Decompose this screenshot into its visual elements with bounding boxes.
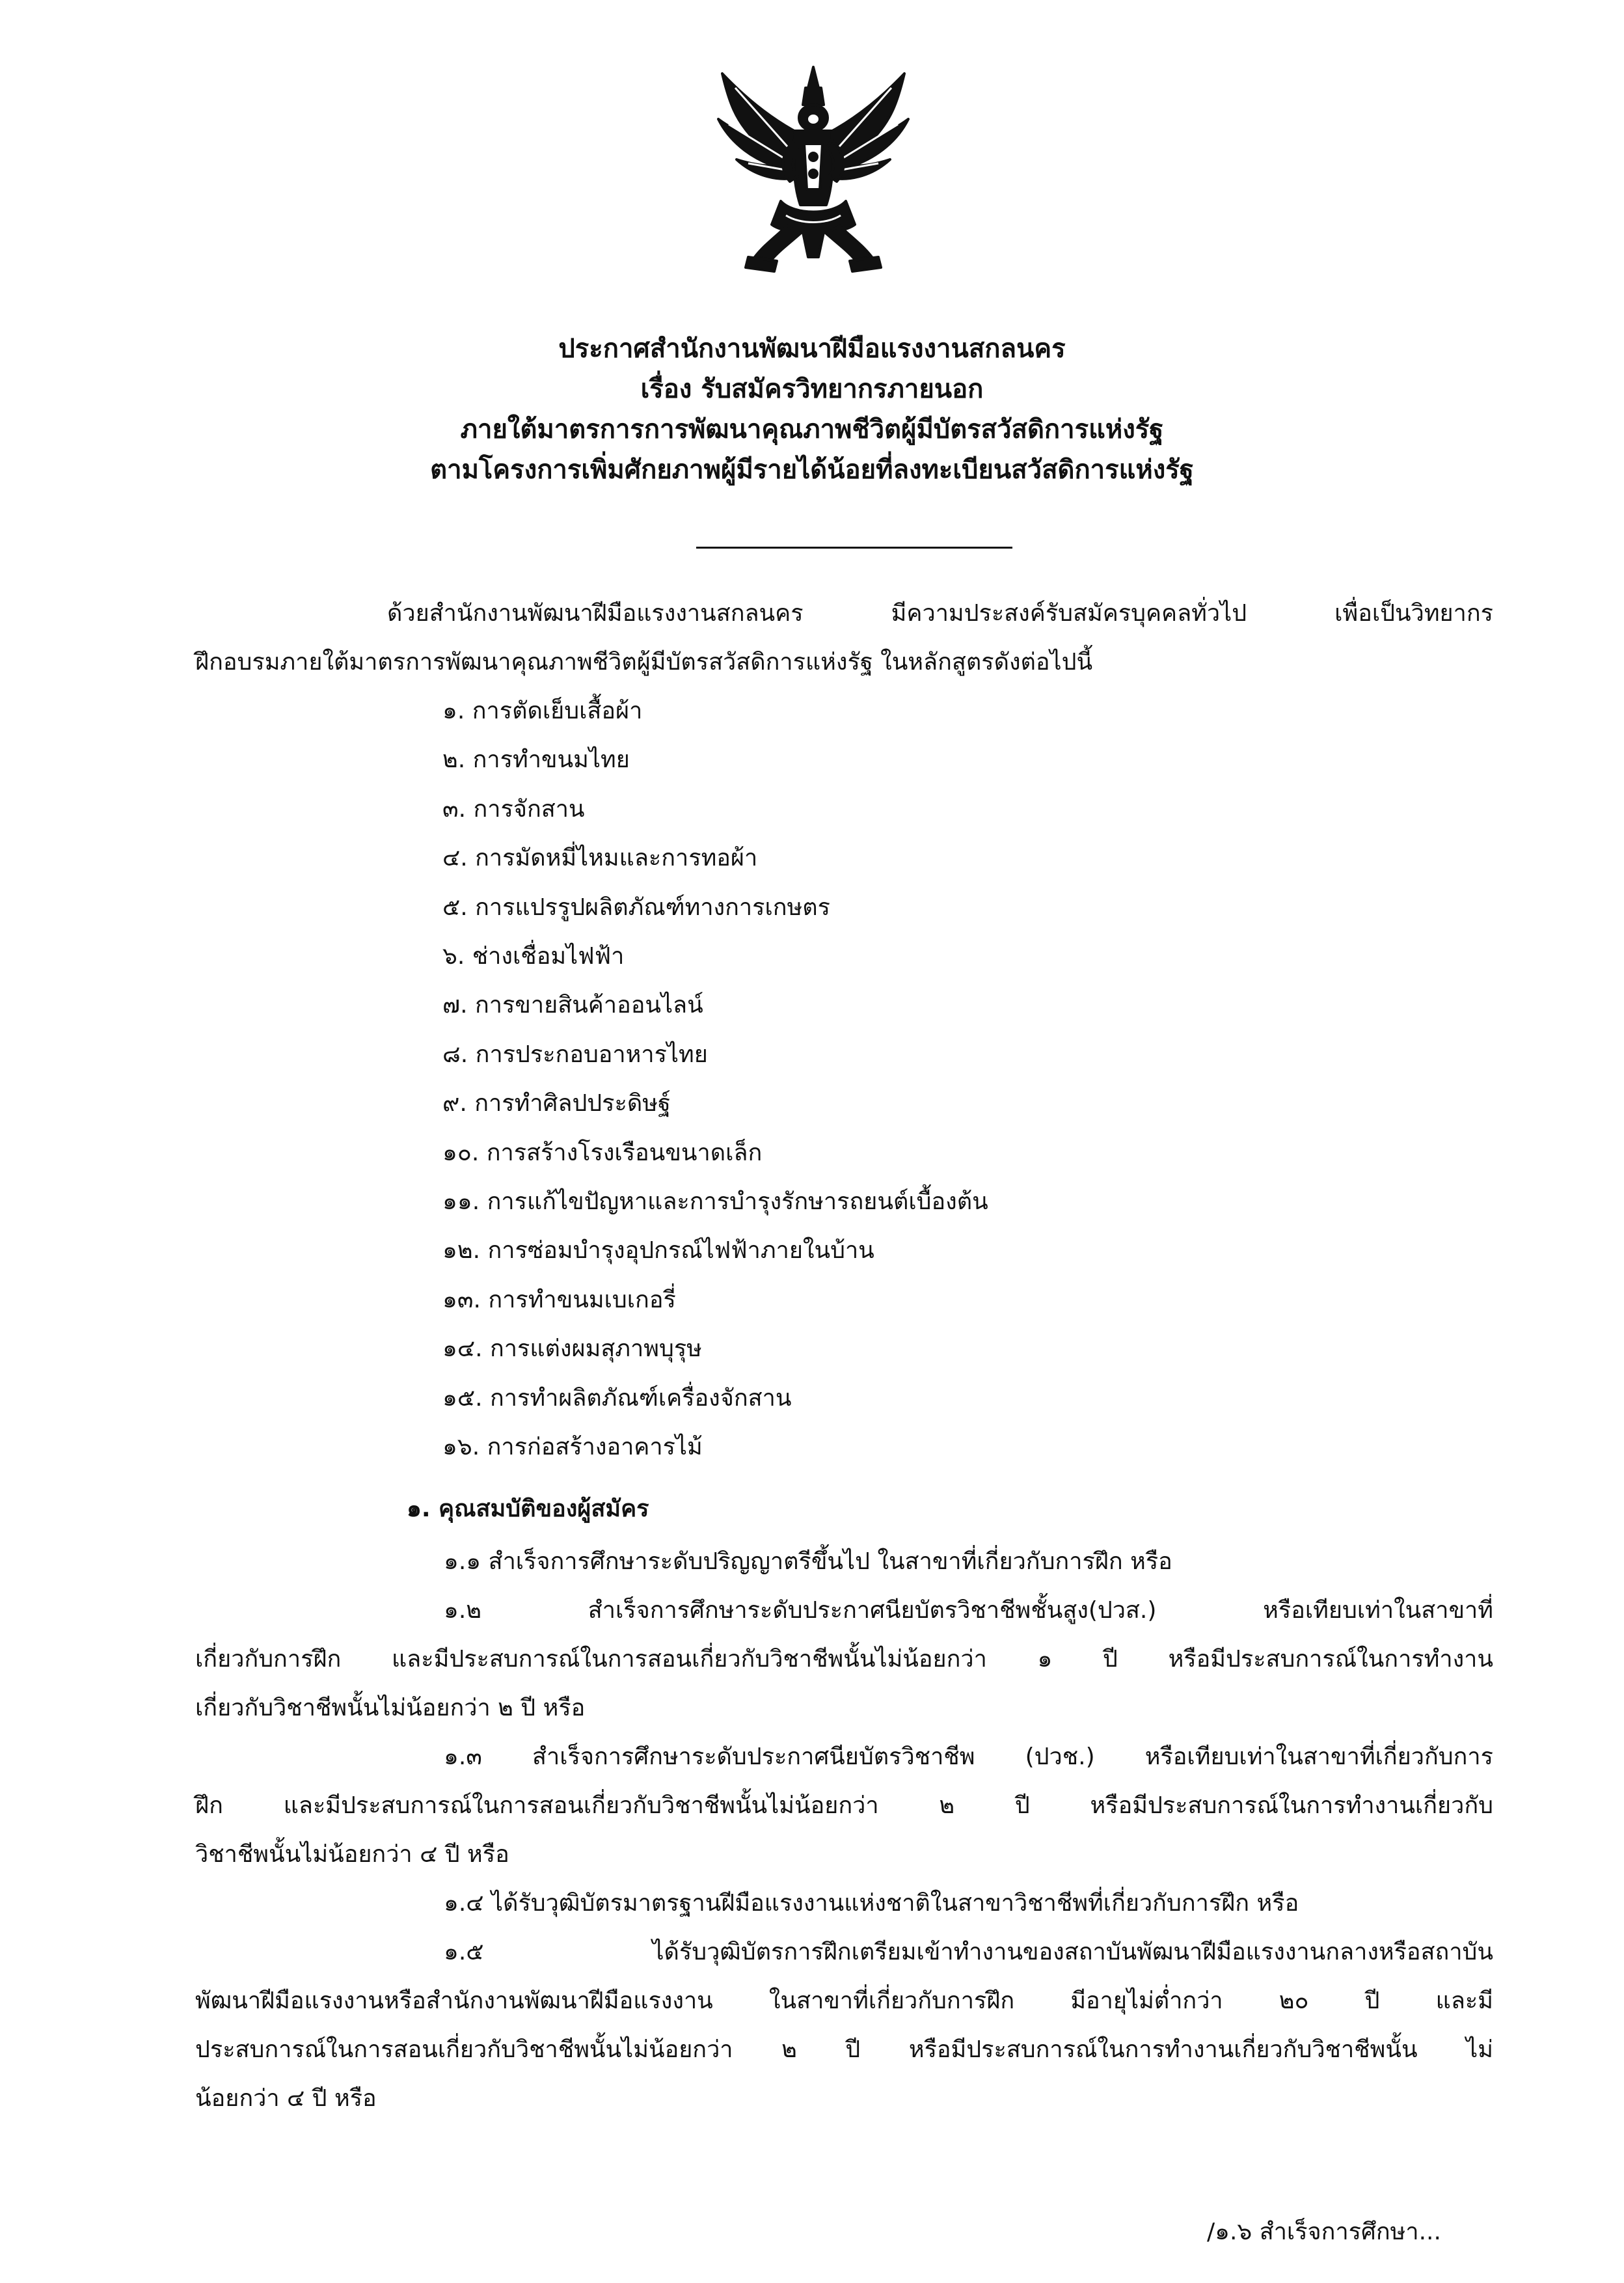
- qualification-line: เกี่ยวกับการฝึก และมีประสบการณ์ในการสอนเกี่ยวกับวิชาชีพนั้นไม่น้อยกว่า ๑ ปี หรือมีประสบการณ์ในการทำงาน: [195, 1646, 1493, 1673]
- course-item: ๑. การตัดเย็บเสื้อผ้า: [442, 698, 643, 724]
- qualification-line: ๑.๓ สำเร็จการศึกษาระดับประกาศนียบัตรวิชาชีพ (ปวช.) หรือเทียบเท่าในสาขาที่เกี่ยวกับการ: [444, 1743, 1493, 1770]
- course-item: ๕. การแปรรูปผลิตภัณฑ์ทางการเกษตร: [442, 894, 831, 921]
- course-item: ๗. การขายสินค้าออนไลน์: [442, 992, 703, 1019]
- qualification-line: น้อยกว่า ๔ ปี หรือ: [195, 2085, 377, 2112]
- course-item: ๔. การมัดหมี่ไหมและการทอผ้า: [442, 845, 758, 872]
- title-line-4: ตามโครงการเพิ่มศักยภาพผู้มีรายได้น้อยที่ลงทะเบียนสวัสดิการแห่งรัฐ: [430, 455, 1194, 485]
- title-line-2: เรื่อง รับสมัครวิทยากรภายนอก: [640, 374, 984, 404]
- title-line-1: ประกาศสำนักงานพัฒนาฝีมือแรงงานสกลนคร: [558, 334, 1066, 364]
- section-heading-qualifications: ๑. คุณสมบัติของผู้สมัคร: [407, 1496, 649, 1522]
- intro-line-1: ด้วยสำนักงานพัฒนาฝีมือแรงงานสกลนคร มีความประสงค์รับสมัครบุคคลทั่วไป เพื่อเป็นวิทยากร: [387, 600, 1493, 627]
- qualification-1-4: [195, 1879, 1493, 1928]
- course-item: ๑๑. การแก้ไขปัญหาและการบำรุงรักษารถยนต์เบื้องต้น: [442, 1188, 988, 1216]
- qualification-1-1: [195, 1537, 1493, 1586]
- title-line-3: ภายใต้มาตรการการพัฒนาคุณภาพชีวิตผู้มีบัตรสวัสดิการแห่งรัฐ: [460, 415, 1164, 444]
- course-item: ๒. การทำขนมไทย: [442, 746, 630, 774]
- qualification-line: ๑.๕ ได้รับวุฒิบัตรการฝึกเตรียมเข้าทำงานของสถาบันพัฒนาฝีมือแรงงานกลางหรือสถาบัน: [444, 1939, 1493, 1965]
- title-divider: [696, 547, 1012, 549]
- course-list: [442, 687, 988, 1472]
- qualification-line: ๑.๒ สำเร็จการศึกษาระดับประกาศนียบัตรวิชาชีพชั้นสูง(ปวส.) หรือเทียบเท่าในสาขาที่: [444, 1597, 1493, 1624]
- course-item: ๑๓. การทำขนมเบเกอรี่: [442, 1286, 676, 1313]
- qualification-line: ๑.๑ สำเร็จการศึกษาระดับปริญญาตรีขึ้นไป ในสาขาที่เกี่ยวกับการฝึก หรือ: [444, 1548, 1172, 1575]
- qualification-1-2: [195, 1586, 1493, 1732]
- intro-line-2: ฝึกอบรมภายใต้มาตรการพัฒนาคุณภาพชีวิตผู้มีบัตรสวัสดิการแห่งรัฐ ในหลักสูตรดังต่อไปนี้: [195, 649, 1093, 676]
- course-item: ๖. ช่างเชื่อมไฟฟ้า: [442, 943, 625, 970]
- course-item: ๑๒. การซ่อมบำรุงอุปกรณ์ไฟฟ้าภายในบ้าน: [442, 1237, 874, 1265]
- continuation-reference: /๑.๖ สำเร็จการศึกษา...: [1207, 2219, 1441, 2245]
- course-item: ๑๔. การแต่งผมสุภาพบุรุษ: [442, 1335, 702, 1363]
- course-item: ๓. การจักสาน: [442, 795, 585, 823]
- course-item: ๑๐. การสร้างโรงเรือนขนาดเล็ก: [442, 1139, 763, 1166]
- qualification-1-5: [195, 1928, 1493, 2123]
- qualification-line: เกี่ยวกับวิชาชีพนั้นไม่น้อยกว่า ๒ ปี หรือ: [195, 1695, 586, 1721]
- qualification-line: วิชาชีพนั้นไม่น้อยกว่า ๔ ปี หรือ: [195, 1841, 509, 1868]
- qualification-1-3: [195, 1732, 1493, 1879]
- intro-paragraph: [195, 589, 1493, 687]
- qualification-line: ฝึก และมีประสบการณ์ในการสอนเกี่ยวกับวิชาชีพนั้นไม่น้อยกว่า ๒ ปี หรือมีประสบการณ์ในการทำงานเกี่ยวกับ: [195, 1792, 1493, 1819]
- qualification-line: ประสบการณ์ในการสอนเกี่ยวกับวิชาชีพนั้นไม่น้อยกว่า ๒ ปี หรือมีประสบการณ์ในการทำงานเกี่ยวกับวิชาชีพนั้น ไม่: [195, 2036, 1493, 2063]
- course-item: ๙. การทำศิลปประดิษฐ์: [442, 1090, 671, 1117]
- course-item: ๘. การประกอบอาหารไทย: [442, 1041, 708, 1068]
- qualification-line: พัฒนาฝีมือแรงงานหรือสำนักงานพัฒนาฝีมือแรงงาน ในสาขาที่เกี่ยวกับการฝึก มีอายุไม่ต่ำกว่า ๒๐ ปี และมี: [195, 1988, 1493, 2014]
- course-item: ๑๕. การทำผลิตภัณฑ์เครื่องจักสาน: [442, 1384, 792, 1412]
- garuda-emblem-icon: [709, 62, 917, 277]
- course-item: ๑๖. การก่อสร้างอาคารไม้: [442, 1434, 703, 1461]
- announcement-title: [195, 329, 1429, 490]
- qualification-line: ๑.๔ ได้รับวุฒิบัตรมาตรฐานฝีมือแรงงานแห่งชาติในสาขาวิชาชีพที่เกี่ยวกับการฝึก หรือ: [444, 1890, 1299, 1917]
